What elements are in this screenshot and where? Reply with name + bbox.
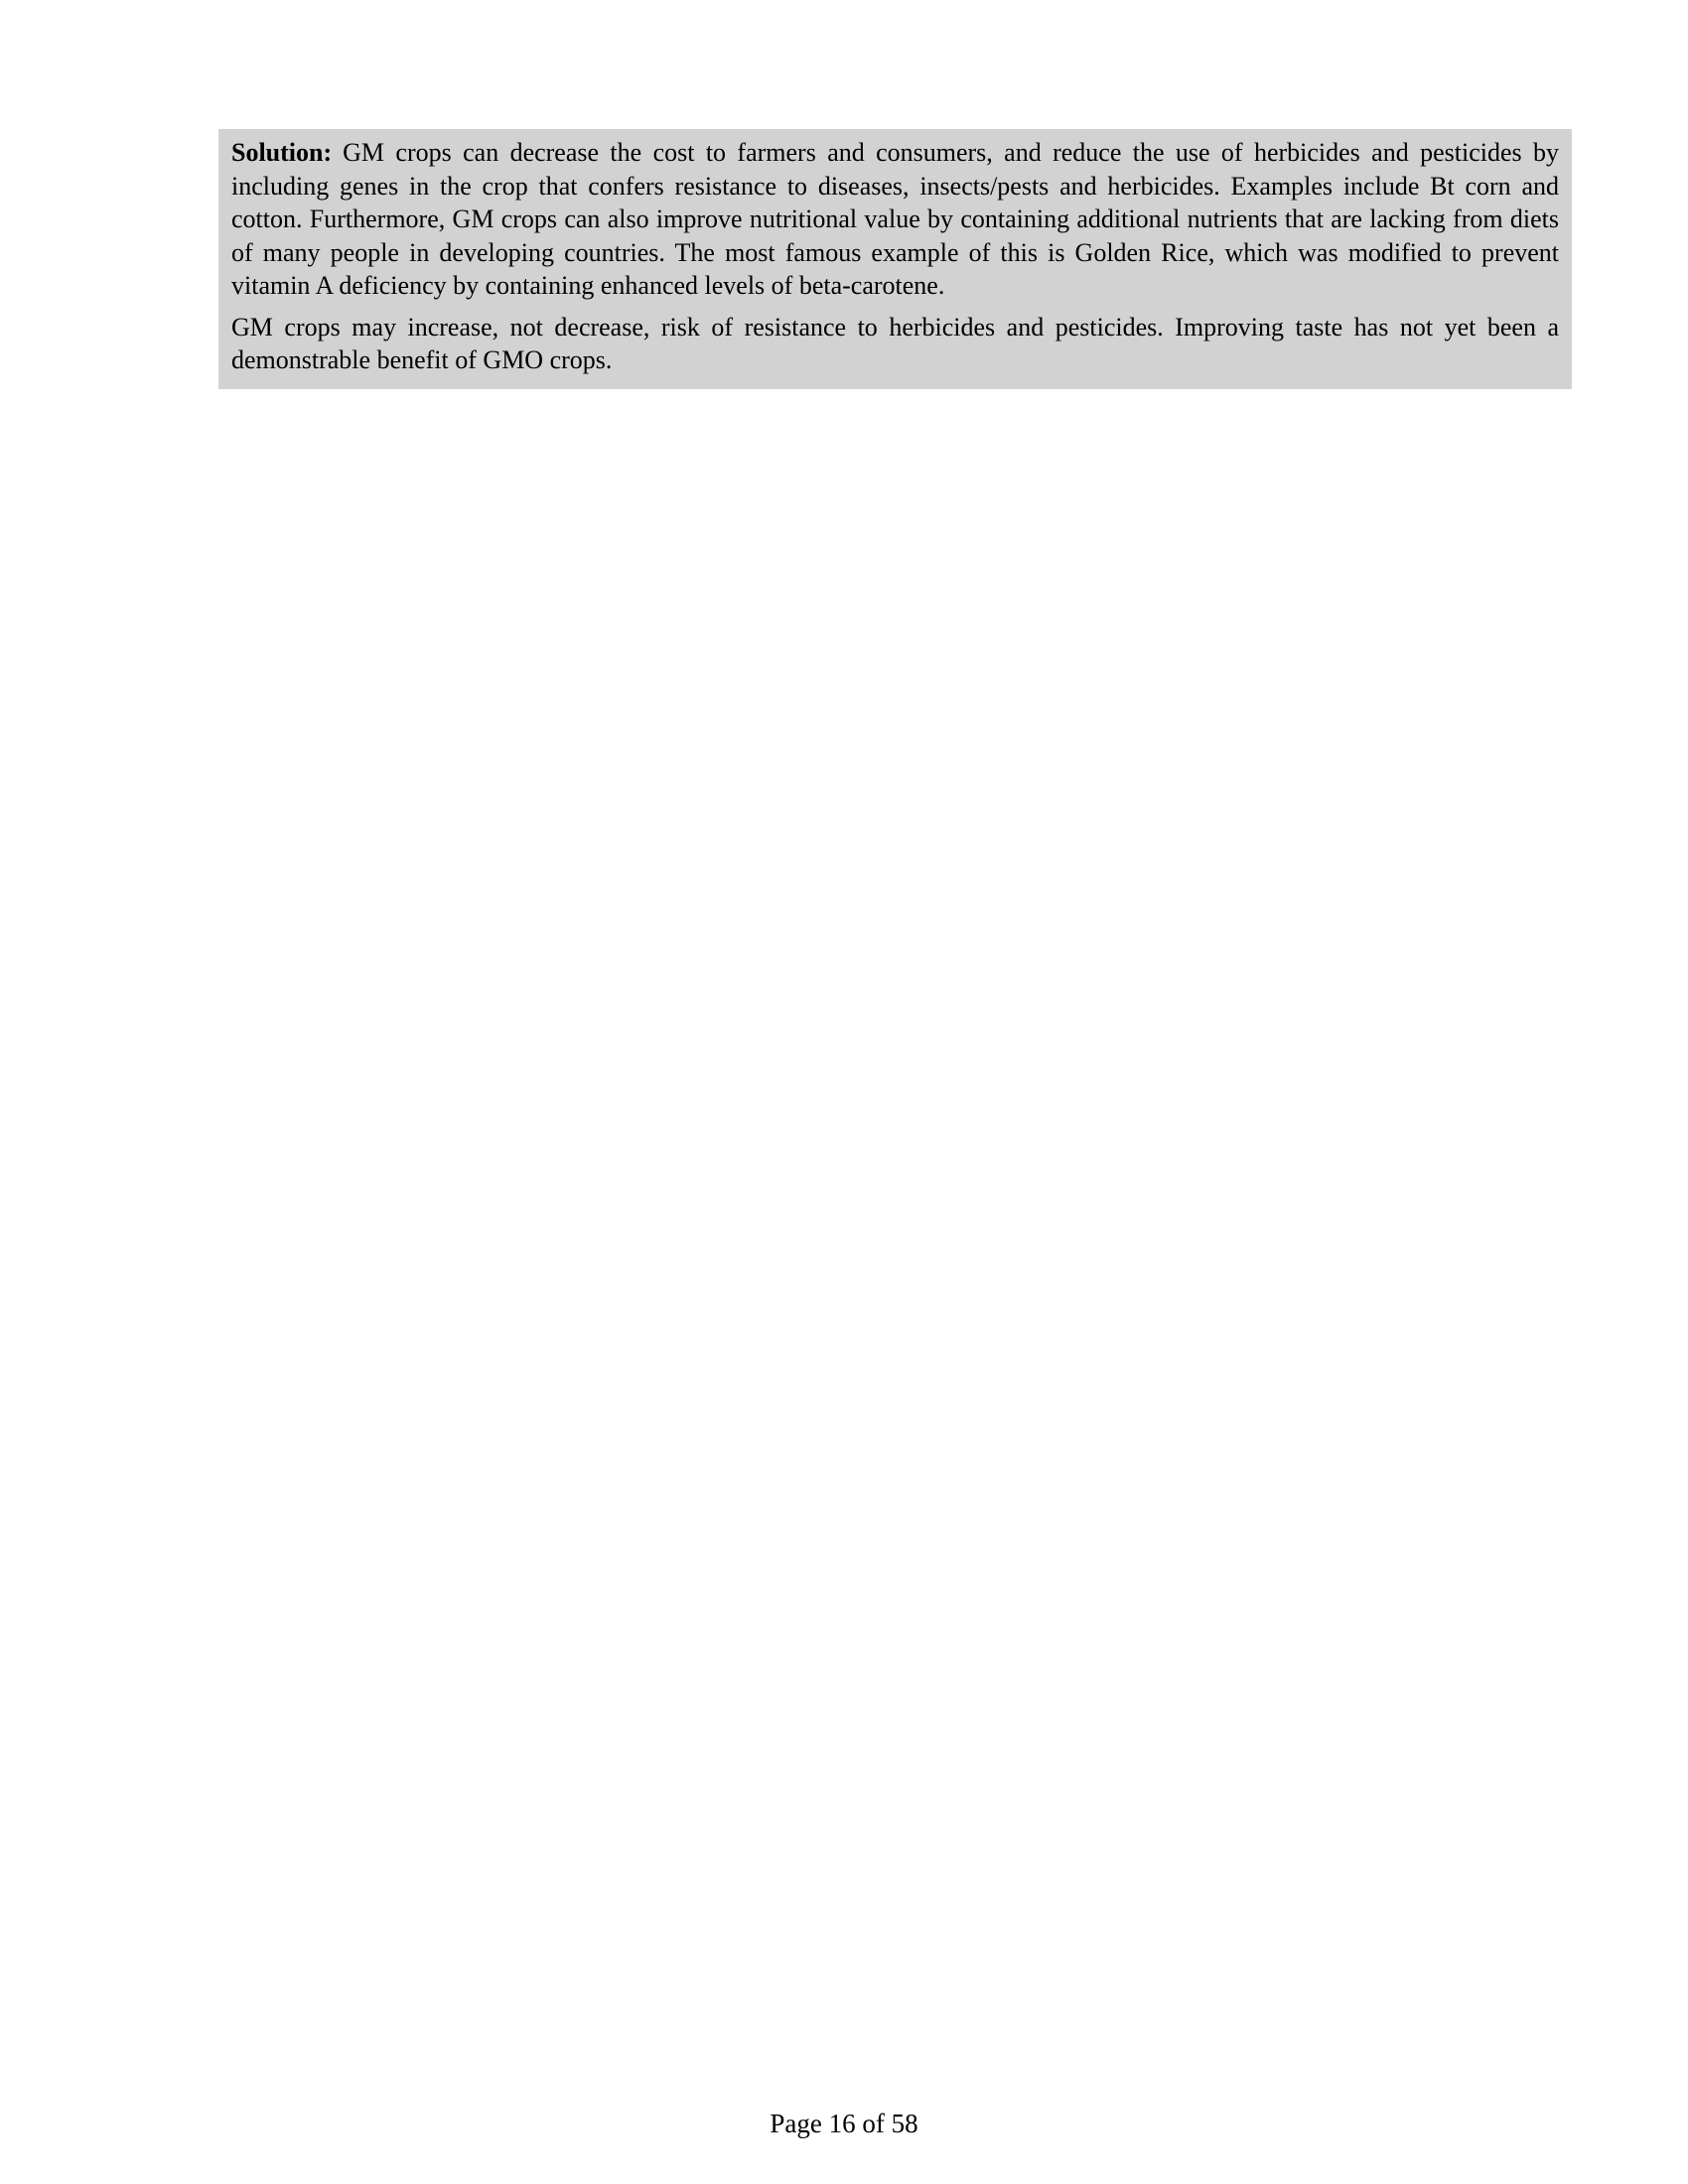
solution-label: Solution: (231, 138, 333, 167)
page-footer (0, 2107, 1688, 2140)
solution-paragraph-2-text: GM crops may increase, not decrease, risk of resistance to herbicides and pesticides. Improving taste has not yet been a demonstrable benefit of GMO crops. (231, 312, 1559, 374)
solution-paragraph-2 (231, 311, 1559, 377)
solution-paragraph-1-text: GM crops can decrease the cost to farmers and consumers, and reduce the use of herbicides and pesticides by including genes in the crop that confers resistance to diseases, insects/pests and herbicides. Examples include Bt corn and cotton. Furthermore, GM crops can also improve nutritional value by containing additional nutrients that are lacking from diets of many people in developing countries. The most famous example of this is Golden Rice, which was modified to prevent vitamin A deficiency by containing enhanced levels of beta-carotene. (231, 138, 1559, 300)
page-number-indicator: Page 16 of 58 (770, 2109, 918, 2138)
solution-paragraph-1 (231, 136, 1559, 303)
solution-box (218, 129, 1572, 389)
